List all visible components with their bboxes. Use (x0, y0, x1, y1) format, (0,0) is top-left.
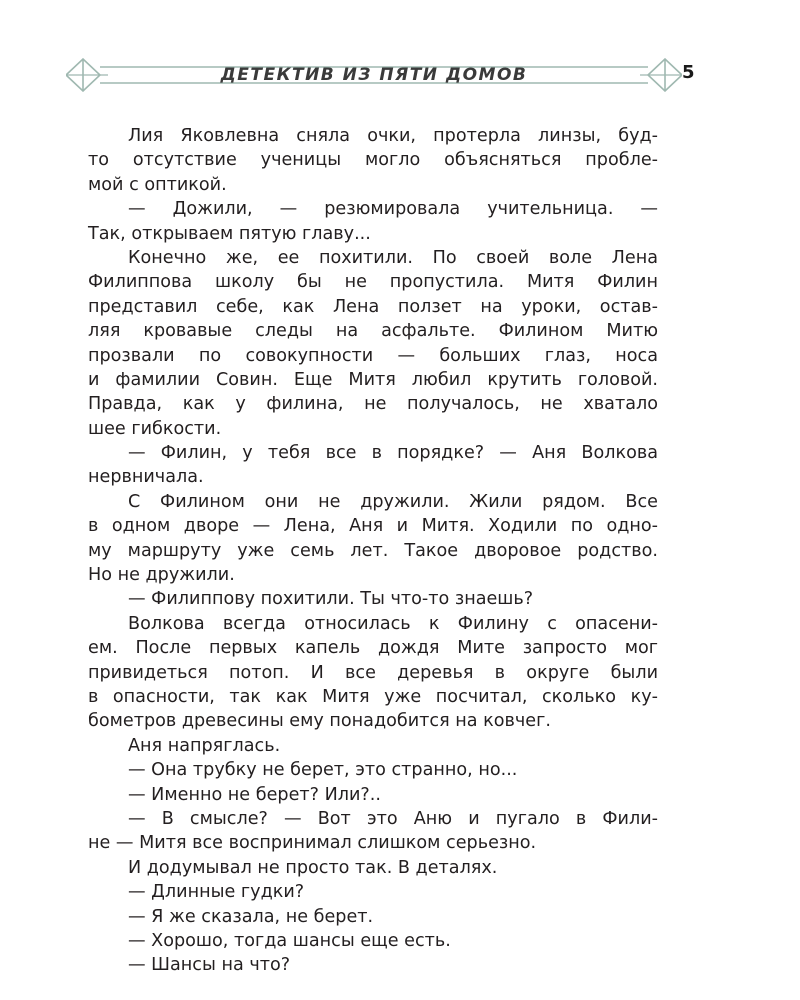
text-line: — Филин, у тебя все в порядке? — Аня Волкова (128, 443, 658, 464)
text-line: Так, открываем пятую главу... (88, 223, 371, 244)
text-line: — Шансы на что? (128, 955, 291, 976)
text-line: Но не дружили. (88, 565, 235, 586)
text-line: — Хорошо, тогда шансы еще есть. (128, 930, 451, 951)
text-line: не — Митя все воспринимал слишком серьезно. (88, 833, 537, 854)
text-line: мой с оптикой. (88, 174, 227, 195)
text-line: в опасности, так как Митя уже посчитал, сколько ку- (88, 686, 658, 707)
text-line: — Именно не берет? Или?.. (128, 784, 381, 805)
text-line: Волкова всегда относилась к Филину с опасени- (128, 613, 658, 634)
text-line: привидеться потоп. И все деревья в округе были (88, 662, 658, 683)
text-line: — Филиппову похитили. Ты что-то знаешь? (128, 589, 534, 610)
running-header (66, 58, 682, 92)
text-line: — Я же сказала, не берет. (128, 906, 374, 927)
text-line: в одном дворе — Лена, Аня и Митя. Ходили по одно- (88, 516, 658, 537)
text-line: Аня напряглась. (128, 735, 281, 756)
text-line: му маршруту уже семь лет. Такое дворовое родство. (88, 540, 658, 561)
text-line: — В смысле? — Вот это Аню и пугало в Фили- (128, 808, 658, 829)
text-line: нервничала. (88, 467, 204, 488)
text-line: — Дожили, — резюмировала учительница. — (128, 199, 658, 220)
text-line: Филиппова школу бы не пропустила. Митя Филин (88, 272, 658, 293)
text-line: Правда, как у филина, не получалось, не хватало (88, 394, 658, 415)
text-line: И додумывал не просто так. В деталях. (128, 857, 498, 878)
text-line: бометров древесины ему понадобится на ковчег. (88, 711, 551, 732)
text-line: прозвали по совокупности — больших глаз, носа (88, 345, 658, 366)
text-line: — Она трубку не берет, это странно, но... (128, 760, 518, 781)
running-title: ДЕТЕКТИВ ИЗ ПЯТИ ДОМОВ (220, 65, 528, 85)
text-line: Лия Яковлевна сняла очки, протерла линзы, буд- (128, 126, 658, 146)
text-line: С Филином они не дружили. Жили рядом. Все (128, 491, 658, 512)
body-text (88, 124, 658, 978)
text-line: ем. После первых капель дождя Мите запросто мог (88, 638, 658, 659)
text-line: шее гибкости. (88, 418, 222, 439)
text-line: ляя кровавые следы на асфальте. Филином Митю (88, 321, 658, 342)
text-line: — Длинные гудки? (128, 882, 305, 903)
text-line: то отсутствие ученицы могло объясняться пробле- (88, 150, 658, 171)
text-line: представил себе, как Лена ползет на уроки, остав- (88, 296, 658, 317)
text-line: Конечно же, ее похитили. По своей воле Лена (128, 247, 658, 268)
text-line: и фамилии Совин. Еще Митя любил крутить головой. (88, 369, 658, 390)
page-number: 5 (682, 62, 695, 83)
